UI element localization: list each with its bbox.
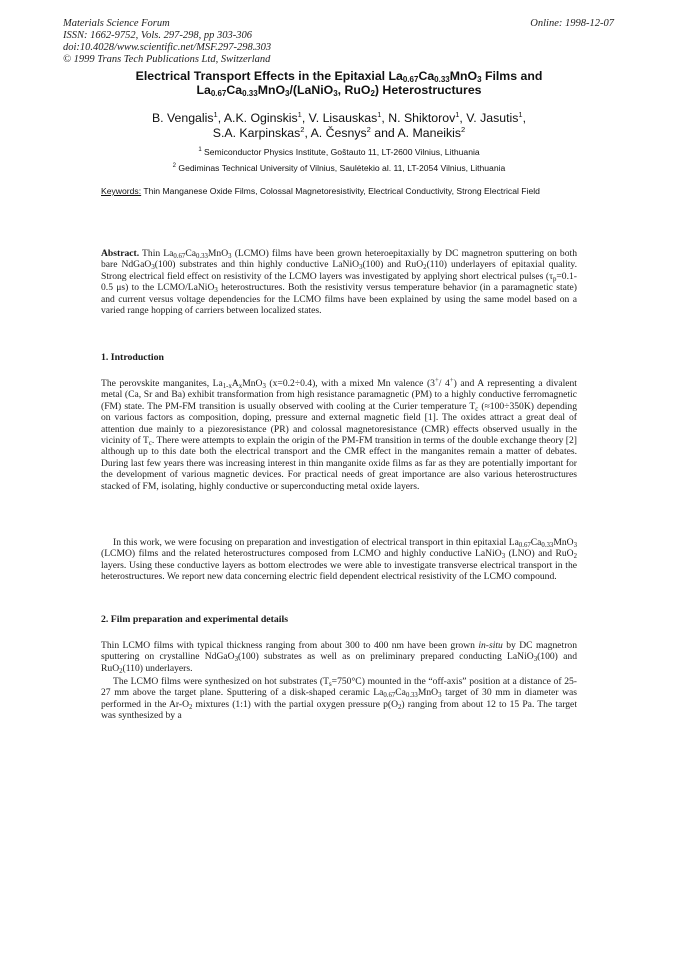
section-heading-film-preparation: 2. Film preparation and experimental details	[101, 614, 289, 625]
intro-paragraph-1: The perovskite manganites, $La_{1-x}A_xMnO_3$ (x=0.2÷0.4), with a mixed Mn valence (3+/ 4+) and A representing a divalent metal (Ca, Sr and Ba) exhibit transformation from high resistance paramagnetic (PM) to a highly conductive ferromagnetic (FM) state. The PM-FM transition is usually observed with cooling at the Curier temperature $T_c$ (≈100÷350K) depending on various factors as composition, doping, pressure and external magnetic field [1]. The oxides attract a great deal of attention due mainly to a piezoresistance (PR) and colossal magnetoresistance (CMR) effects observed usually in the vicinity of $T_c$. There were attempts to explain the origin of the PM-FM transition in terms of the double exchange theory [2] although up to this date both the electrical transport and the CMR effect in the manganites remain a matter of debates. During last few years there was increasing interest in thin manganite oxide films as far as they are potentially important for the development of various magnetic devices. For practical needs of great importance are also various heterostructures stacked of FM, isolating, highly conductive or superconducting metal oxide layers.	[101, 377, 577, 492]
film-paragraph-1: Thin LCMO films with typical thickness ranging from about 300 to 400 nm have been grown in-situ by DC magnetron sputtering on crystalline NdGaO$_3$(100) substrates as well as on preliminary prepared conducting LaNiO$_3$(100) and RuO$_2$(110) underlayers.	[101, 640, 577, 675]
intro-paragraph-2: In this work, we were focusing on preparation and investigation of electrical transport in thin epitaxial $La_{0.67}Ca_{0.33}MnO_3$ (LCMO) films and the related heterostructures composed from LCMO and highly conductive LaNiO$_3$ (LNO) and RuO$_2$ layers. Using these conductive layers as bottom electrodes we were able to investigate transverse electrical transport in the heterostructures. We report new data concerning electric field dependent electrical resistivity of the LCMO compound.	[101, 537, 577, 583]
paper-title	[60, 69, 618, 97]
author-line-2: S.A. Karpinskas$^2$, A. Česnys$^2$ and A. Maneikis$^2$	[212, 124, 466, 140]
keywords-text: Thin Manganese Oxide Films, Colossal Magnetoresistivity, Electrical Conductivity, Strong Electrical Field	[141, 186, 540, 196]
keywords	[101, 186, 578, 197]
affiliation-1: $^1$ Semiconductor Physics Institute, Goštauto 11, LT-2600 Vilnius, Lithuania	[198, 147, 480, 157]
affiliation-2: $^2$ Gediminas Technical University of Vilnius, Saulėtekio al. 11, LT-2054 Vilnius, Lithuania	[172, 163, 506, 173]
author-list	[60, 111, 618, 140]
abstract: Abstract. Thin $La_{0.67}Ca_{0.33}MnO_3$ (LCMO) films have been grown heteroepitaxially by DC magnetron sputtering on both bare NdGaO$_3$(100) substrates and thin highly conductive LaNiO$_3$(100) and RuO$_2$(110) underlayers of epitaxial quality. Strong electrical field effect on resistivity of the LCMO layers was investigated by applying short electrical pulses ($\tau_p=0.1-0.5$ μs) to the LCMO/LaNiO$_3$ heterostructures. Both the resistivity versus temperature behavior (in a paramagnetic state) and current versus voltage dependencies for the LCMO films have been explained by using the same model based on a varied range hopping of carriers between localized states.	[101, 248, 577, 317]
copyright-line: © 1999 Trans Tech Publications Ltd, Switzerland	[63, 54, 271, 65]
online-date: Online: 1998-12-07	[530, 18, 614, 29]
film-paragraph-2: The LCMO films were synthesized on hot substrates $(T_s=750^\circ C)$ mounted in the “off-axis” position at a distance of 25-27 mm above the target plane. Sputtering of a disk-shaped ceramic $La_{0.67}Ca_{0.33}MnO_3$ target of 30 mm in diameter was performed in the $Ar-O_2$ mixtures (1:1) with the partial oxygen pressure $p(O_2)$ ranging from about 12 to 15 Pa. The target was synthesized by a	[101, 676, 578, 722]
title-line-2: $La_{0.67}Ca_{0.33}MnO_3/(LaNiO_3$, RuO$_2$) Heterostructures	[196, 83, 482, 98]
journal-header	[63, 18, 271, 66]
author-line-1: B. Vengalis$^1$, A.K. Oginskis$^1$, V. Lisauskas$^1$, N. Shiktorov$^1$, V. Jasutis$^1$,	[151, 110, 527, 125]
abstract-lead: Abstract.	[101, 248, 140, 259]
journal-name: Materials Science Forum	[63, 18, 170, 29]
issn-line: ISSN: 1662-9752, Vols. 297-298, pp 303-306	[63, 30, 252, 41]
title-line-1: Electrical Transport Effects in the Epitaxial $La_{0.67}Ca_{0.33}MnO_3$ Films and	[135, 69, 543, 84]
keywords-label: Keywords:	[101, 186, 142, 196]
doi-line: doi:10.4028/www.scientific.net/MSF.297-298.303	[63, 42, 272, 53]
section-heading-introduction: 1. Introduction	[101, 352, 164, 363]
